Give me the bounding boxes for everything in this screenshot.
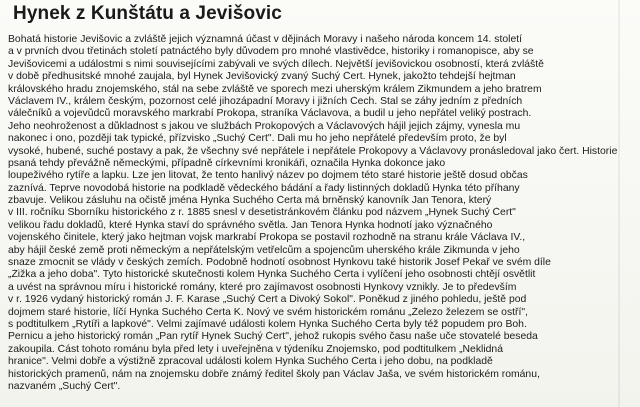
text-line: nazvaném „Suchý Čert". bbox=[8, 380, 121, 392]
text-line: aby hájil české země proti německým a nepřátelským vetřelcům a spojencům uherského krále Zikmunda v jeho bbox=[8, 244, 520, 256]
text-line: v době předhusitské mnohé zaujala, byl Hynek Jevišovický zvaný Suchý Čert. Hynek, jakožto tehdejší hejtman bbox=[8, 71, 516, 83]
text-line: s podtitulkem „Rytíři a lapkové". Velmi zajímavé události kolem Hynka Suchého Čerta byly též popudem pro Boh. bbox=[8, 319, 527, 330]
text-line: nakonec i ono, později tak typické, přízvisko „Suchý Čert". Dali mu ho jeho nepřátelé především proto, že byl bbox=[8, 133, 507, 145]
article-body bbox=[8, 34, 632, 393]
text-line: v III. ročníku Sborníku historického z r. 1885 snesl v desetistránkovém článku pod názvem „Hynek Suchý Čert" bbox=[8, 207, 516, 219]
text-line: vojenského činitele, který jako hejtman vojsk markrabí Prokopa se postavil rozhodně na stranu krále Václava IV., bbox=[8, 232, 526, 244]
text-line: vysoké, hubené, suché postavy a pak, že všechny své nepřátele i nepřátele Prokopovy a Václavovy pronásledoval jako čert. Historie psaná tehdy převážně německými, případně církevními kronikáři, označila Hynka dokonce jako bbox=[8, 145, 618, 169]
text-line: „Žižka a jeho doba". Tyto historické skutečnosti kolem Hynka Suchého Čerta i vylíčení jeho osobnosti chtějí osvětlit bbox=[8, 269, 536, 281]
text-line: Václavem IV., králem českým, pozornost celé jihozápadní Moravy i jižních Čech. Stal se záhy jedním z předních bbox=[8, 95, 523, 107]
text-line: loupeživého rytíře a lapku. Lze jen litovat, že tento hanlivý název po dojmem této staré historie ještě dosud občas bbox=[8, 170, 528, 182]
text-line: dojmem staré historie, líčí Hynka Suchého Čerta K. Nový ve svém historickém románu „Železo železem se ostří", bbox=[8, 306, 528, 318]
text-line: historických pramenů, nám na znojemsku dobře známý ředitel školy pan Václav Jaša, ve svém historickém románu, bbox=[8, 368, 540, 380]
text-line: zaznívá. Teprve novodobá historie na podkladě vědeckého bádání a řady listinných dokladů Hynka této příhany bbox=[8, 182, 520, 194]
text-line: snaze zmocnit se vlády v českých zemích. Podobně hodnotí osobnost Hynkovu také historik Josef Pekař ve svém díle bbox=[8, 257, 551, 269]
text-line: a v prvních dvou třetinách století patnáctého byly důvodem pro mnohé vlastivědce, historiky i romanopisce, aby se bbox=[8, 46, 534, 58]
text-line: zakoupila. Část tohoto románu byla před lety i uveřejněna v týdeníku Znojemsko, pod podtitulkem „Neklidná bbox=[8, 343, 503, 355]
text-line: Pernicu a jeho historický román „Pan rytíř Hynek Suchý Čert", jehož rukopis svého času naše uče stovatelé beseda bbox=[8, 331, 538, 343]
text-line: v r. 1926 vydaný historický román J. F. Karase „Suchý Čert a Divoký Sokol". Poněkud z jiného pohledu, ještě pod bbox=[8, 294, 527, 306]
text-line: Jeho neohroženost a důkladnost s jakou ve službách Prokopových a Václavových hájil jejich zájmy, vynesla mu bbox=[8, 120, 521, 132]
text-line: královského hradu znojemského, stál na sebe zvláště ve sporech mezi uherským králem Zikmundem a jeho bratrem bbox=[8, 83, 542, 95]
text-line: zbavuje. Velikou zásluhu na očistě jména Hynka Suchého Čerta má brněnský kanovník Jan Tenora, který bbox=[8, 195, 492, 207]
text-line: velikou řadu dokladů, které Hynka staví do správného světla. Jan Tenora Hynka hodnotí jako význačného bbox=[8, 219, 493, 231]
text-line: hranice". Velmi dobře a výstižně zpracoval události kolem Hynka Suchého Čerta i jeho dobu, na podkladě bbox=[8, 356, 493, 368]
text-line: válečníků a vojevůdců moravského markrabí Prokopa, straníka Václavova, a budil u jeho nepřátel veliký postrach. bbox=[8, 108, 532, 120]
text-line: Jevišovicemi a událostmi s nimi souvisejícími zabývali ve svých dílech. Největší jevišovickou osobností, která zvláště bbox=[8, 58, 544, 70]
page-title: Hynek z Kunštátu a Jevišovic bbox=[13, 3, 282, 24]
text-line: a uvést na správnou míru i historické romány, které pro zajímavost osobnosti Hynkovy vznikly. Je to především bbox=[8, 281, 517, 293]
text-line: Bohatá historie Jevišovic a zvláště jejich významná účast v dějinách Moravy i našeho národa koncem 14. století bbox=[8, 34, 523, 45]
